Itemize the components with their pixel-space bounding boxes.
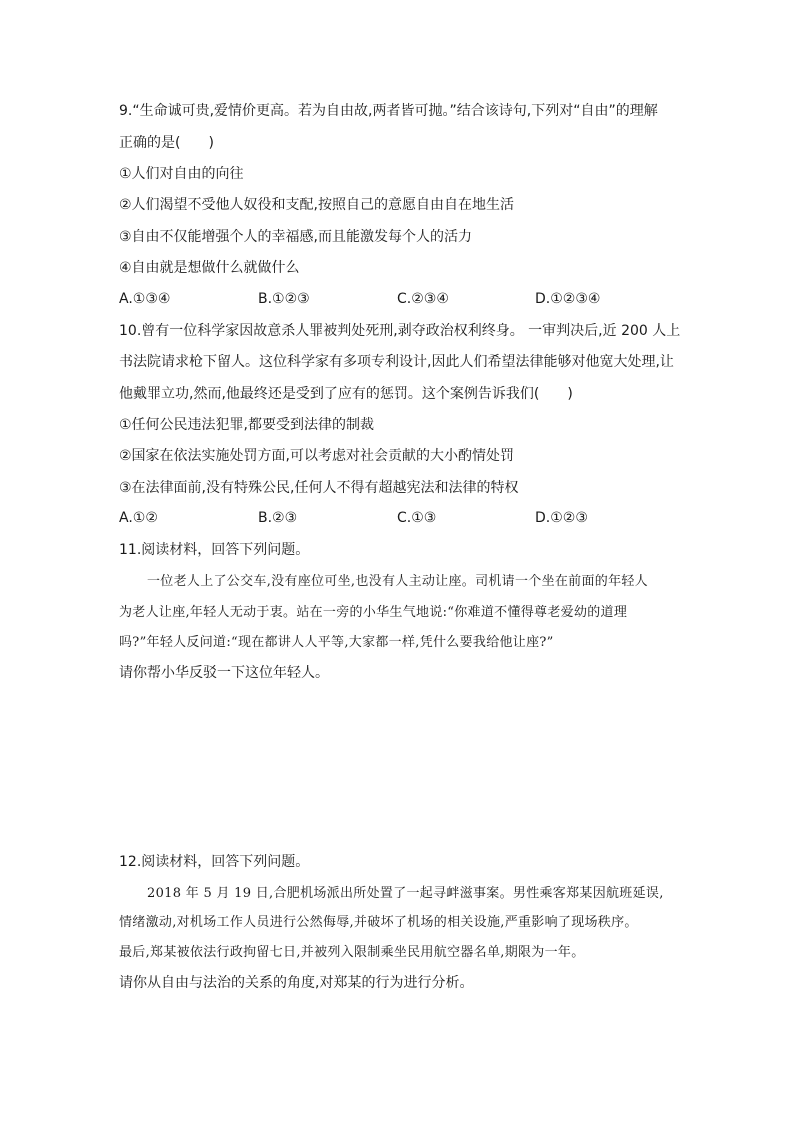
q12-question: 请你从自由与法治的关系的角度,对郑某的行为进行分析。 [119, 975, 474, 991]
q12-title: 12.阅读材料，回答下列问题。 [119, 854, 310, 870]
q10-stem-line-3: 他戴罪立功,然而,他最终还是受到了应有的惩罚。这个案例告诉我们( ) [119, 386, 573, 402]
q10-option-c: C.①③ [397, 510, 437, 526]
q12-material-line-2: 情绪激动,对机场工作人员进行公然侮辱,并破坏了机场的相关设施,严重影响了现场秩序。 [119, 915, 638, 930]
q10-statement-2: ②国家在依法实施处罚方面,可以考虑对社会贡献的大小酌情处罚 [119, 448, 514, 464]
q10-stem-line-2: 书法院请求枪下留人。这位科学家有多项专利设计,因此人们希望法律能够对他宽大处理,让 [119, 354, 674, 370]
q9-option-c: C.②③④ [397, 291, 449, 307]
q12-material-line-3: 最后,郑某被依法行政拘留七日,并被列入限制乘坐民用航空器名单,期限为一年。 [119, 945, 585, 960]
q10-option-d: D.①②③ [535, 510, 588, 526]
q10-statement-3: ③在法律面前,没有特殊公民,任何人不得有超越宪法和法律的特权 [119, 480, 519, 496]
q9-option-d: D.①②③④ [535, 291, 601, 307]
q11-material-line-3: 吗?”年轻人反问道:“现在都讲人人平等,大家都一样,凭什么要我给他让座?” [119, 635, 554, 650]
q10-statement-1: ①任何公民违法犯罪,都要受到法律的制裁 [119, 417, 374, 433]
q11-title: 11.阅读材料，回答下列问题。 [119, 542, 310, 558]
q9-stem-line-1: 9.“生命诚可贵,爱情价更高。若为自由故,两者皆可抛。”结合该诗句,下列对“自由”的理解 [119, 103, 658, 119]
q9-stem-line-2: 正确的是( ) [119, 135, 214, 151]
q10-option-b: B.②③ [258, 510, 298, 526]
q11-material-line-2: 为老人让座,年轻人无动于衷。站在一旁的小华生气地说:“你难道不懂得尊老爱幼的道理 [119, 605, 628, 620]
q11-question: 请你帮小华反驳一下这位年轻人。 [119, 665, 329, 681]
q10-option-a: A.①② [119, 510, 158, 526]
q9-options [119, 289, 679, 309]
q10-options [119, 508, 679, 528]
q9-statement-2: ②人们渴望不受他人奴役和支配,按照自己的意愿自由自在地生活 [119, 197, 514, 213]
q11-material-line-1: 一位老人上了公交车,没有座位可坐,也没有人主动让座。司机请一个坐在前面的年轻人 [147, 574, 648, 589]
q9-statement-1: ①人们对自由的向往 [119, 166, 244, 182]
q9-statement-4: ④自由就是想做什么就做什么 [119, 260, 300, 276]
q9-option-a: A.①③④ [119, 291, 171, 307]
q9-option-b: B.①②③ [258, 291, 310, 307]
q12-material-line-1: 2018 年 5 月 19 日,合肥机场派出所处置了一起寻衅滋事案。男性乘客郑某因航班延误, [147, 886, 664, 901]
q9-statement-3: ③自由不仅能增强个人的幸福感,而且能激发每个人的活力 [119, 229, 472, 245]
q10-stem-line-1: 10.曾有一位科学家因故意杀人罪被判处死刑,剥夺政治权利终身。 一审判决后,近 200 人上 [119, 323, 681, 339]
